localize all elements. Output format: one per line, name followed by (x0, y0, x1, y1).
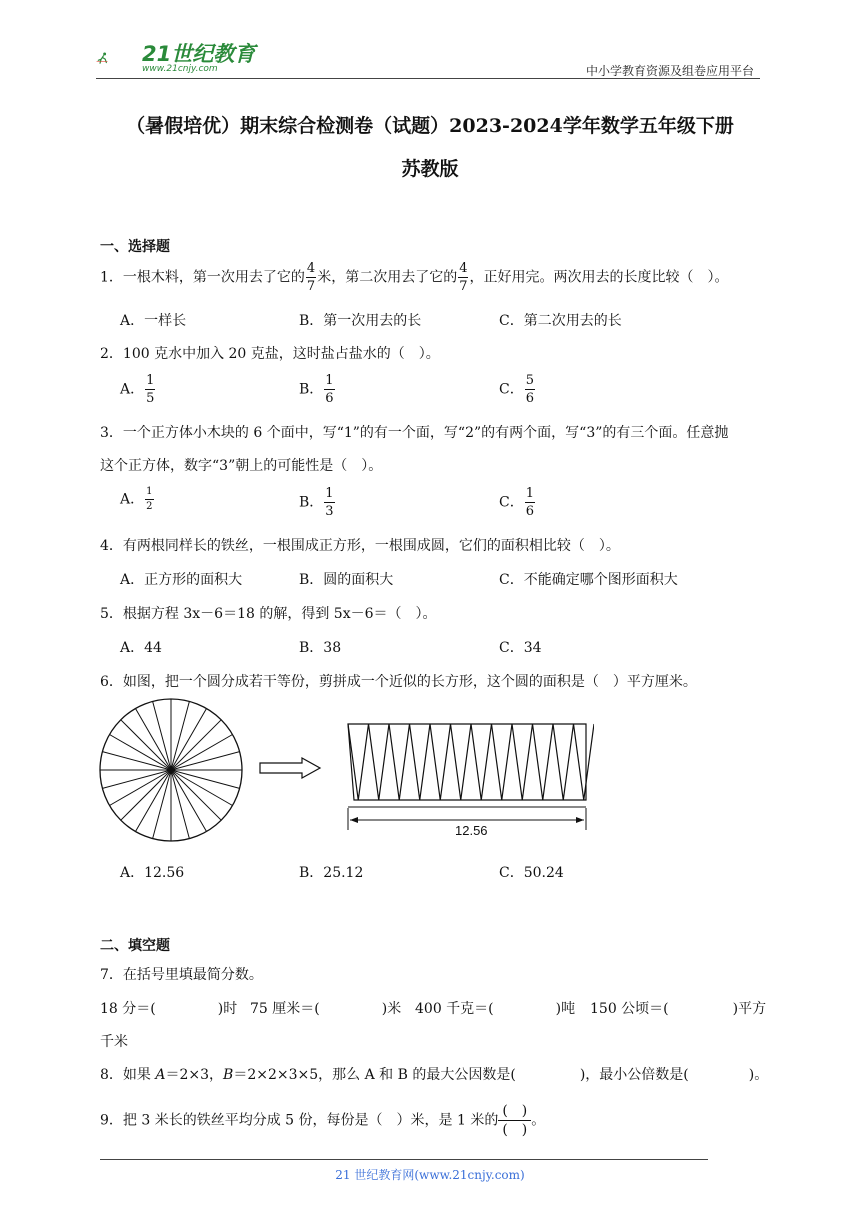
q5-option-a[interactable]: A．44 (120, 640, 162, 656)
question-8: 8．如果 A＝2×3，B＝2×2×3×5，那么 A 和 B 的最大公因数是( )，最小公倍数是( )。 (100, 1067, 769, 1083)
logo-icon (96, 36, 142, 80)
section-heading-choice: 一、选择题 (100, 239, 170, 255)
sector-line (102, 752, 171, 770)
footer-divider (100, 1159, 708, 1160)
rectangle-zigzag (348, 724, 594, 800)
sector-line (153, 770, 171, 839)
right-arrow-icon (258, 756, 324, 780)
q3-option-b[interactable]: B． $\frac{1}{3}$ (299, 486, 334, 519)
dimension-arrow-right (576, 817, 584, 823)
q5-option-c[interactable]: C．34 (499, 640, 542, 656)
q2-option-b-fraction: $\frac{1}{6}$ (325, 373, 334, 406)
q1-fraction-2: $\frac{4}{7}$ (459, 261, 468, 294)
sector-line (171, 770, 189, 839)
q3-option-a-fraction: $\frac{1}{2}$ (146, 486, 153, 512)
q2-option-c-fraction: $\frac{5}{6}$ (525, 373, 534, 406)
question-7: 7．在括号里填最简分数。 (100, 967, 263, 983)
question-1 (100, 262, 728, 293)
q2-option-b[interactable]: B． $\frac{1}{6}$ (299, 373, 334, 406)
page-title: （暑假培优）期末综合检测卷（试题）2023-2024学年数学五年级下册 (126, 115, 734, 137)
q1-text-c: ，正好用完。两次用去的长度比较（ ）。 (469, 269, 729, 286)
question-4: 4．有两根同样长的铁丝，一根围成正方形，一根围成圆，它们的面积相比较（ ）。 (100, 538, 620, 554)
zigzag-line (348, 724, 594, 800)
question-2: 2．100 克水中加入 20 克盐，这时盐占盐水的（ ）。 (100, 346, 440, 362)
dimension-arrow-left (350, 817, 358, 823)
q7-blank-1[interactable]: 18 分＝( )时 (100, 1001, 238, 1017)
question-9: 9．把 3 米长的铁丝平均分成 5 份，每份是（ ）米，是 1 米的 $\frac{( )}{( )}$ 。 (100, 1103, 546, 1138)
q1-text-b: 米，第二次用去了它的 (317, 269, 458, 286)
dimension-label: 12.56 (455, 823, 488, 838)
sector-line (102, 770, 171, 788)
q6-option-c[interactable]: C．50.24 (499, 865, 564, 881)
q9-fraction-blank[interactable]: $\frac{( )}{( )}$ (498, 1104, 531, 1137)
sector-line (153, 701, 171, 770)
q1-text-a: 1．一根木料，第一次用去了它的 (100, 269, 305, 286)
q2-option-a-fraction: $\frac{1}{5}$ (146, 373, 155, 406)
q3-option-b-fraction: $\frac{1}{3}$ (325, 486, 334, 519)
question-3-line-1: 3．一个正方体小木块的 6 个面中，写“1”的有一个面，写“2”的有两个面，写“3”的有三个面。任意抛 (100, 425, 729, 441)
sector-line (171, 770, 240, 788)
q4-option-a[interactable]: A．正方形的面积大 (120, 572, 243, 588)
logo-text: 21世纪教育 (142, 42, 256, 66)
q1-option-a[interactable]: A．一样长 (120, 313, 187, 329)
header-divider (96, 78, 760, 79)
q4-option-b[interactable]: B．圆的面积大 (299, 572, 394, 588)
q2-option-a[interactable]: A． $\frac{1}{5}$ (120, 373, 155, 406)
divided-circle-figure (98, 697, 246, 843)
sector-line (171, 752, 240, 770)
question-3-line-2: 这个正方体，数字“3”朝上的可能性是（ ）。 (100, 458, 383, 474)
q5-option-b[interactable]: B．38 (299, 640, 342, 656)
question-6: 6．如图，把一个圆分成若干等份，剪拼成一个近似的长方形，这个圆的面积是（ ）平方厘米。 (100, 674, 697, 690)
circle-sector-lines (100, 699, 242, 841)
q7-blank-3[interactable]: 400 千克＝( )吨 (415, 1001, 576, 1017)
q4-option-c[interactable]: C．不能确定哪个图形面积大 (499, 572, 678, 588)
q7-continuation: 千米 (100, 1034, 128, 1050)
q2-option-c[interactable]: C． $\frac{5}{6}$ (499, 373, 534, 406)
platform-label: 中小学教育资源及组卷应用平台 (585, 64, 754, 78)
q7-blank-4[interactable]: 150 公顷＝( )平方 (590, 1001, 767, 1017)
q6-option-b[interactable]: B．25.12 (299, 865, 364, 881)
q3-option-c-fraction: $\frac{1}{6}$ (525, 486, 534, 519)
logo-url: www.21cnjy.com (142, 64, 218, 74)
section-heading-fill: 二、填空题 (100, 938, 170, 954)
footer-link[interactable]: 21 世纪教育网(www.21cnjy.com) (335, 1168, 525, 1182)
sector-line (171, 701, 189, 770)
q3-option-c[interactable]: C． $\frac{1}{6}$ (499, 486, 534, 519)
q7-blank-2[interactable]: 75 厘米＝( )米 (250, 1001, 402, 1017)
q1-option-b[interactable]: B．第一次用去的长 (299, 313, 422, 329)
q1-fraction-1: $\frac{4}{7}$ (306, 261, 316, 294)
page-subtitle: 苏教版 (401, 158, 459, 180)
q6-option-a[interactable]: A．12.56 (120, 865, 185, 881)
q3-option-a[interactable]: A． $\frac{1}{2}$ (120, 486, 153, 512)
q1-option-c[interactable]: C．第二次用去的长 (499, 313, 622, 329)
question-5: 5．根据方程 3x－6＝18 的解，得到 5x－6＝（ ）。 (100, 606, 437, 622)
